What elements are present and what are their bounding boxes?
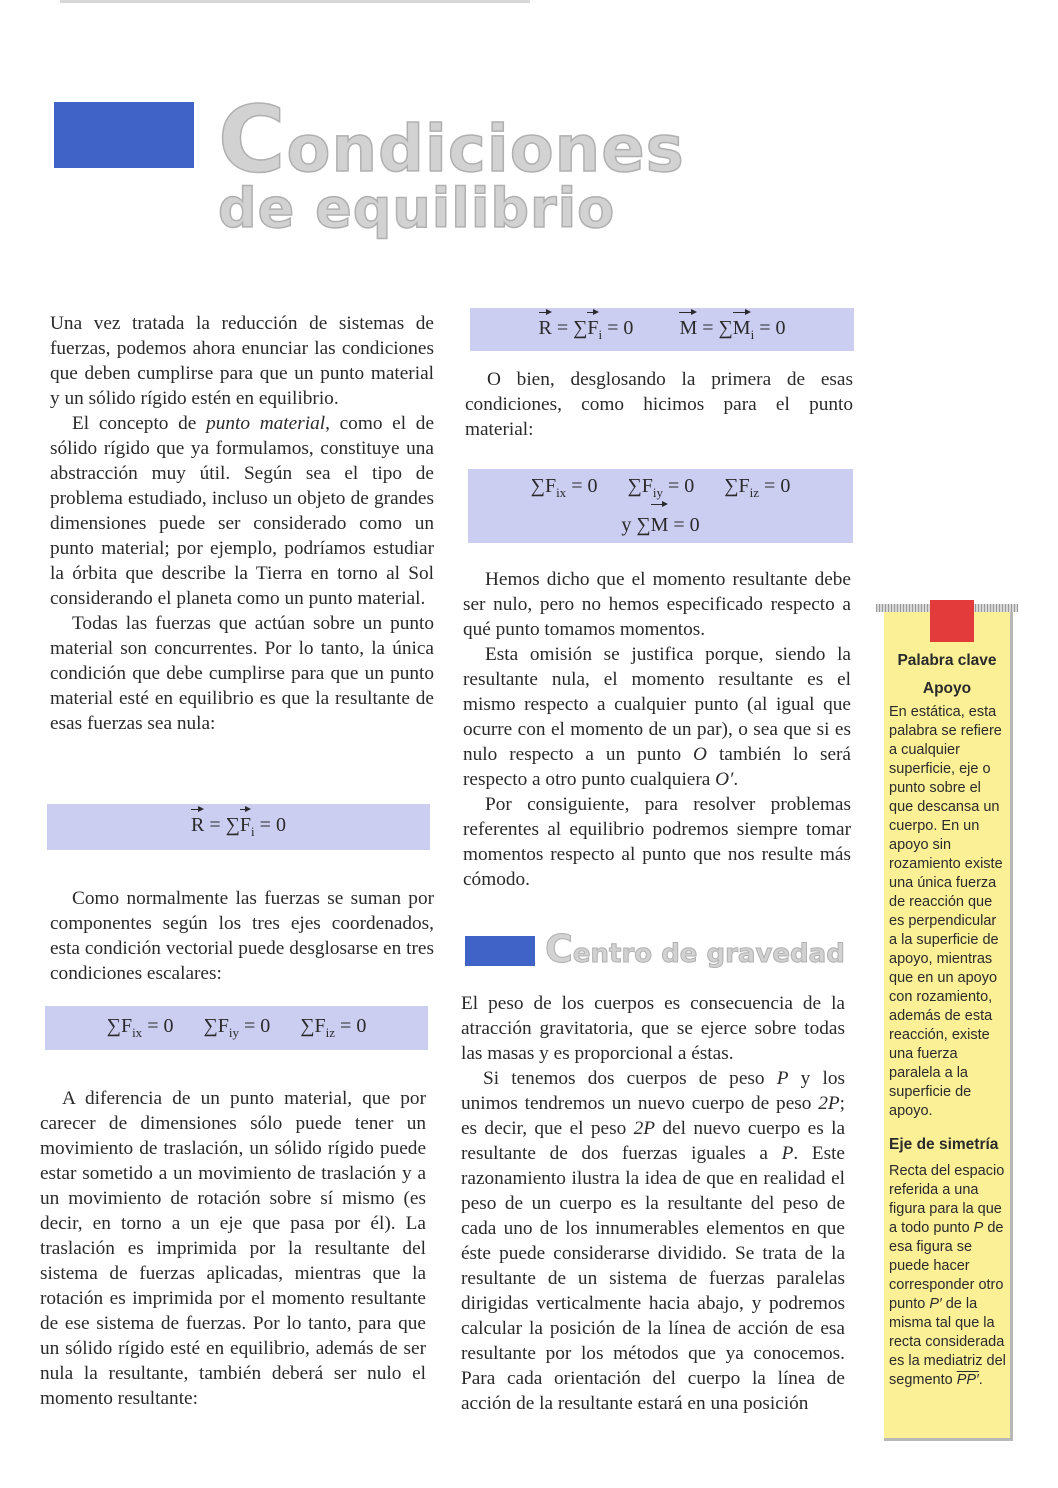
formula-components: $\sum F_{ix} = 0$ $\sum F_{iy} = 0$ $\sum F_{iz} = 0$: [45, 1006, 428, 1050]
paragraph: A diferencia de un punto material, que por carecer de dimensiones sólo puede tener un movimiento de traslación, un sólido rígido puede estar sometido a un movimiento de traslación y a un movimiento de rotación sobre sí mismo (es decir, en torno a un eje que pasa por él). La traslación es imprimida por la resultante del sistema de fuerzas aplicadas, mientras que la rotación es imprimida por el momento resultante de ese sistema de fuerzas. Por lo tanto, para que un sólido rígido esté en equilibrio, además de ser nula la resultante, también deberá ser nulo el momento resultante:: [40, 1088, 426, 1409]
col1-text-c: [40, 1086, 426, 1411]
sidebar-definition-apoyo: En estática, esta palabra se refiere a cualquier superficie, eje o punto sobre el que descansa un cuerpo. En un apoyo sin rozamiento existe una única fuerza de reacción que es perpendicular a la superficie de apoyo, mientras que en un apoyo con rozamiento, además de esta reacción, existe una fuerza paralela a la superficie de apoyo.: [889, 704, 1003, 1119]
page-title: Condiciones: [218, 86, 685, 193]
paragraph: Una vez tratada la reducción de sistemas de fuerzas, podemos ahora enunciar las condiciones que deben cumplirse para que un punto material y un sólido rígido estén en equilibrio.: [50, 313, 434, 409]
keyword-sidebar: [884, 612, 1013, 1441]
paragraph: Esta omisión se justifica porque, siendo la resultante nula, el momento resultante es el mismo respecto a cualquier punto (al igual que ocurre con el momento de un par), o sea que si es nulo respecto a un punto O también lo será respecto a otro punto cualquiera O′.: [463, 644, 851, 790]
paragraph: Por consiguiente, para resolver problemas referentes al equilibrio podremos siempre tomar momentos respecto al punto que nos resulte más cómodo.: [463, 794, 851, 890]
paragraph: El concepto de punto material, como el de sólido rígido que ya formulamos, constituye una abstracción muy útil. Según sea el tipo de problema estudiado, incluso un objeto de grandes dimensiones puede ser considerado como un punto material; por ejemplo, podríamos estudiar la órbita que describe la Tierra en torno al Sol considerando el planeta como un punto material.: [50, 413, 435, 609]
col2-text-c: [461, 991, 845, 1416]
sidebar-term-apoyo: Apoyo: [922, 680, 972, 697]
sidebar-definition-eje: Recta del espacio referida a una figura para la que a todo punto P de esa figura se puede hacer corresponder otro punto P′ de la misma tal que la recta considerada es la mediatriz del segmento PP′.: [889, 1163, 1006, 1388]
paragraph: El peso de los cuerpos es consecuencia de la atracción gravitatoria, que se ejerce sobre todas las masas y es proporcional a éstas.: [461, 993, 845, 1064]
col2-text-b: [463, 567, 851, 892]
paragraph: Si tenemos dos cuerpos de peso P y los unimos tendremos un nuevo cuerpo de peso 2P; es decir, que el peso 2P del nuevo cuerpo es la resultante de dos fuerzas iguales a P. Este razonamiento ilustra la idea de que en realidad el peso de un cuerpo es la resultante del peso de cada uno de los innumerables elementos en que éste puede considerarse dividido. Se trata de la resultante de un sistema de fuerzas paralelas dirigidas verticalmente hacia abajo, y podremos calcular la posición de la línea de acción de esa resultante por los métodos que ya conocemos. Para cada orientación del cuerpo la línea de acción de la resultante estará en una posición: [461, 1068, 846, 1414]
paragraph: Como normalmente las fuerzas se suman por componentes según los tres ejes coordenados, esta condición vectorial puede desglosarse en tres condiciones escalares:: [50, 888, 434, 984]
section-accent-block: [465, 936, 535, 966]
page-title-line2: de equilibrio: [218, 177, 616, 240]
title-accent-block: [54, 102, 194, 168]
paragraph: Todas las fuerzas que actúan sobre un punto material son concurrentes. Por lo tanto, la única condición que debe cumplirse para que un punto material esté en equilibrio es que la resultante de esas fuerzas sea nula:: [50, 613, 434, 734]
paragraph: Hemos dicho que el momento resultante debe ser nulo, pero no hemos especificado respecto a qué punto tomamos momentos.: [463, 569, 851, 640]
sidebar-term-eje: Eje de simetría: [889, 1136, 999, 1153]
formula-resultant: $R = \sum F_i = 0$: [47, 804, 430, 850]
section-title: Centro de gravedad: [545, 927, 845, 971]
sidebar-heading: Palabra clave: [897, 652, 997, 669]
formula-solid-equilibrium: $R = \sum F_i = 0$ $M = \sum M_i = 0$: [470, 308, 854, 351]
col1-text-b: [50, 886, 434, 986]
formula-scalar-conditions: $\sum F_{ix} = 0$ $\sum F_{iy} = 0$ $\sum F_{iz} = 0$ y ∑M = 0: [468, 469, 853, 543]
sidebar-red-tab: [930, 600, 974, 642]
col2-text-a: [465, 367, 853, 442]
paragraph: O bien, desglosando la primera de esas condiciones, como hicimos para el punto material:: [465, 369, 853, 440]
top-rule: [60, 0, 530, 3]
col1-text-a: [50, 311, 434, 736]
